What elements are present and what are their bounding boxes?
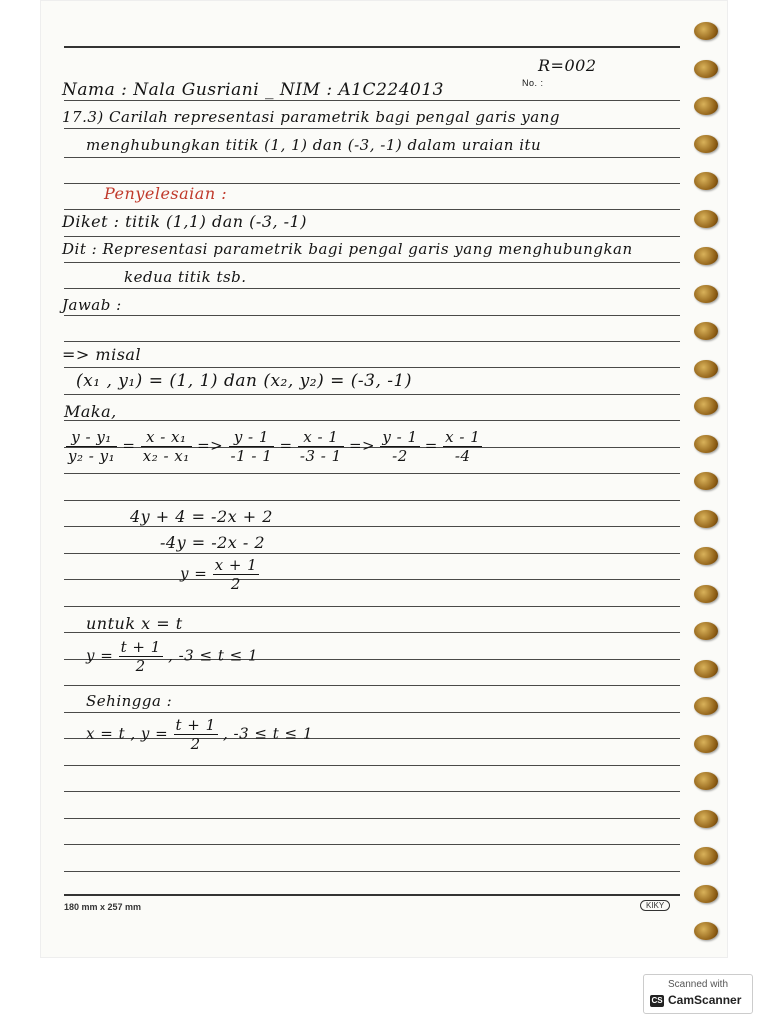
fraction-t-plus-1: $\frac{t + 1}{2}$ [120, 638, 161, 675]
fraction-2: $\frac{\text{x - x₁}}{\text{x₂ - x₁}}$ [142, 428, 190, 465]
equals-sign: = [122, 436, 136, 455]
implies-arrow: => [348, 436, 376, 455]
fraction-3: $\frac{y - 1}{-1 - 1}$ [230, 428, 273, 465]
final-result: x = t , y = $\frac{t + 1}{2}$ , -3 ≤ t ≤ 1 [86, 716, 313, 753]
given-line: Diket : titik (1,1) dan (-3, -1) [62, 212, 307, 231]
algebra-step-2: -4y = -2x - 2 [160, 533, 266, 552]
question-line-1: 17.3) Carilah representasi parametrik bagi pengal garis yang [62, 108, 560, 126]
answer-label: Jawab : [62, 296, 122, 314]
untuk-line: untuk x = t [86, 614, 183, 633]
camscanner-watermark [643, 974, 753, 1014]
camscanner-name: CamScanner [668, 993, 742, 1007]
camscanner-logo-icon: CS [651, 996, 663, 1005]
implies-arrow: => [197, 436, 224, 455]
equals-sign: = [279, 436, 293, 455]
points-line: (x₁ , y₁) = (1, 1) dan (x₂, y₂) = (-3, -1) [76, 371, 412, 391]
fraction-final: $\frac{t + 1}{2}$ [175, 716, 216, 753]
scanned-with-text: Scanned with [667, 979, 729, 990]
paper-size-label: 180 mm x 257 mm [64, 902, 142, 912]
equals-sign: = [424, 436, 438, 455]
page-code: R=002 [538, 56, 597, 75]
fraction-4: $\frac{x - 1}{-3 - 1}$ [299, 428, 342, 465]
asked-line-2: kedua titik tsb. [124, 268, 247, 286]
slope-formula [66, 428, 482, 465]
misal-label: => misal [62, 345, 142, 364]
fraction-5: $\frac{y - 1}{-2}$ [382, 428, 418, 465]
brand-logo: KIKY [640, 900, 670, 911]
asked-line-1: Dit : Representasi parametrik bagi pengal garis yang menghubungkan [62, 240, 633, 258]
fraction-6: $\frac{x - 1}{-4}$ [445, 428, 481, 465]
maka-label: Maka, [64, 402, 117, 421]
algebra-step-1: 4y + 4 = -2x + 2 [130, 507, 273, 526]
param-line: y = $\frac{t + 1}{2}$ , -3 ≤ t ≤ 1 [86, 638, 258, 675]
identity-line: Nama : Nala Gusriani _ NIM : A1C224013 [62, 80, 444, 100]
fraction-1: $\frac{\text{y - y₁}}{\text{y₂ - y₁}}$ [68, 428, 116, 465]
algebra-step-3: y = $\frac{x + 1}{2}$ [180, 556, 258, 593]
fraction-x-plus-1: $\frac{x + 1}{2}$ [214, 556, 258, 593]
sehingga-label: Sehingga : [86, 692, 173, 710]
no-label: No. : [522, 78, 544, 88]
solution-title: Penyelesaian : [104, 184, 228, 203]
question-line-2: menghubungkan titik (1, 1) dan (-3, -1) dalam uraian itu [86, 136, 542, 154]
